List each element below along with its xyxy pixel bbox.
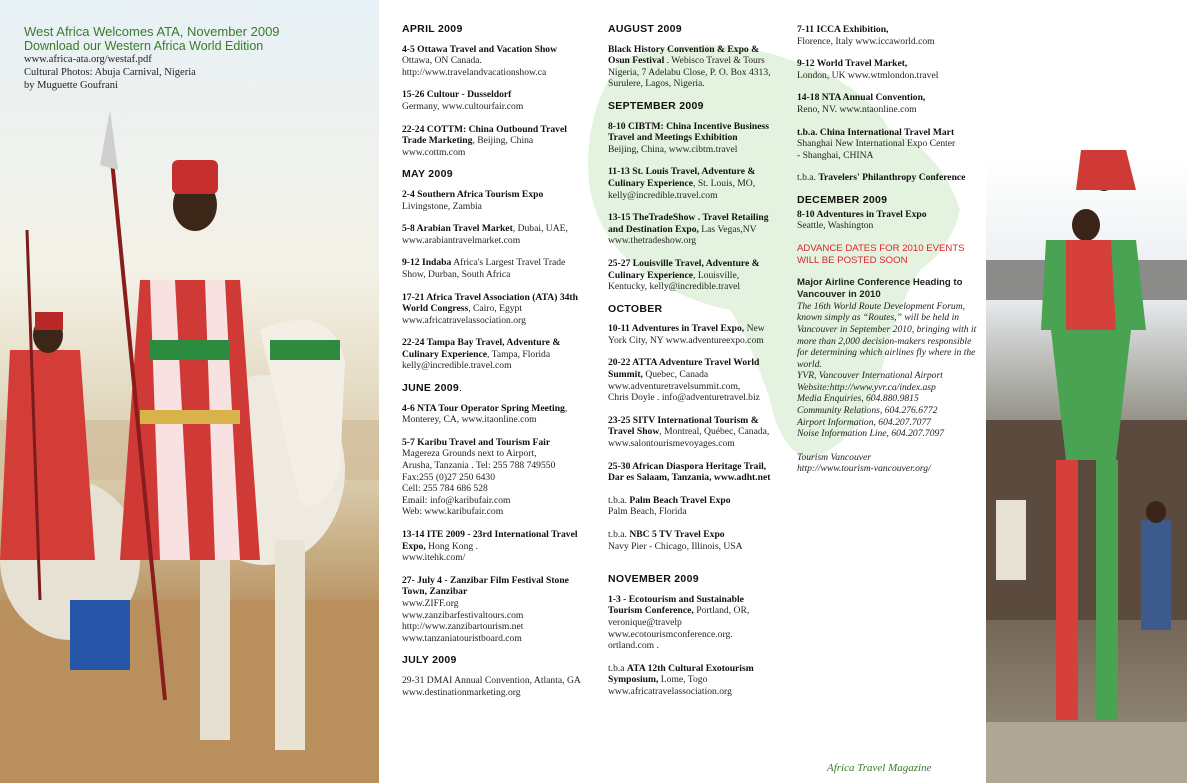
event-item (608, 357, 780, 403)
event-item (797, 172, 977, 184)
event-title: t.b.a. China International Travel Mart (797, 126, 955, 138)
event-link[interactable]: Web: www.karibufair.com (402, 506, 504, 518)
event-title: 2-4 Southern Africa Tourism Expo (402, 188, 544, 200)
event-location: New York City, NY www.adventureexpo.com (608, 323, 765, 346)
event-title: 9-12 Indaba (402, 257, 452, 269)
article-footer-link[interactable]: http://www.tourism-vancouver.org/ (797, 463, 931, 475)
event-item (402, 675, 590, 698)
article-contact: Media Enquiries, 604.880.9815 (797, 393, 919, 405)
event-title: 23-25 SITV International Tourism & Travel Show (608, 414, 759, 438)
event-location: Portland, OR, (693, 605, 750, 617)
event-location: , Louisville, Kentucky, kelly@incredible.travel (608, 269, 741, 293)
right-photo-footer-band (986, 722, 1187, 783)
event-item (608, 121, 780, 156)
event-link[interactable]: www.zanzibarfestivaltours.com (402, 609, 524, 621)
event-item (402, 124, 590, 159)
event-item (608, 258, 780, 293)
calendar-column-3 (797, 24, 977, 475)
event-title: 10-11 Adventures in Travel Expo, (608, 323, 745, 335)
event-link[interactable]: http://www.zanzibartourism.net (402, 621, 524, 633)
month-heading-tail: . (458, 382, 463, 395)
airline-conference-article (797, 277, 977, 475)
event-link[interactable]: www.africatravelassociation.org (402, 314, 526, 326)
event-title: 17-21 Africa Travel Association (ATA) 34th World Congress (402, 291, 578, 315)
event-location: , Dubai, UAE, (512, 223, 568, 235)
event-item (402, 403, 590, 426)
month-heading: SEPTEMBER 2009 (608, 99, 704, 112)
event-item (402, 292, 590, 327)
event-title: 4-6 NTA Tour Operator Spring Meeting (402, 402, 565, 414)
event-title: 20-22 ATTA Adventure Travel World Summit, (608, 357, 760, 381)
event-title: 8-10 CIBTM: China Incentive Business Travel and Meetings Exhibition (608, 120, 769, 144)
event-title: Palm Beach Travel Expo (629, 494, 731, 506)
event-item (797, 92, 977, 115)
month-heading (402, 383, 590, 395)
caption-url[interactable]: www.africa-ata.org/westaf.pdf (24, 54, 152, 65)
advance-dates-notice: ADVANCE DATES FOR 2010 EVENTS WILL BE POSTED SOON (797, 242, 965, 266)
event-tba: t.b.a. (608, 529, 630, 540)
article-body: The 16th World Route Development Forum, known simply as “Routes,” will be held in Vancouver in September 2010, bringing with it more than 2,000 decision-makers responsible for determining which airlines fly where in the world. (797, 300, 977, 370)
event-location: . Webisco Travel & Tours Nigeria, 7 Adelabu Close, P. O. Box 4313, Surulere, Lagos, Nigeria. (608, 55, 771, 90)
event-detail: Livingstone, Zambia (402, 200, 482, 212)
event-email[interactable]: Email: info@karibufair.com (402, 494, 511, 506)
spacer (797, 440, 977, 452)
calendar-column-1 (402, 24, 590, 709)
event-title: 5-7 Karibu Travel and Tourism Fair (402, 436, 551, 448)
event-link[interactable]: www.adventuretravelsummit.com, (608, 380, 741, 392)
event-link[interactable]: www.itehk.com/ (402, 552, 466, 564)
event-detail: Reno, NV. www.ntaonline.com (797, 103, 917, 115)
event-link[interactable]: www.africatravelassociation.org (608, 685, 732, 697)
calendar-column-2 (608, 24, 780, 709)
event-detail: Cell: 255 784 686 528 (402, 483, 488, 495)
event-item (608, 323, 780, 346)
event-item (608, 166, 780, 201)
event-title: 22-24 COTTM: China Outbound Travel Trade Marketing (402, 123, 567, 147)
event-item (402, 337, 590, 372)
event-link[interactable]: www.tanzaniatouristboard.com (402, 632, 522, 644)
event-item (402, 575, 590, 645)
caption-title: West Africa Welcomes ATA, November 2009 (24, 24, 280, 39)
event-item (608, 495, 780, 518)
event-link[interactable]: http://www.travelandvacationshow.ca (402, 66, 547, 78)
event-detail: London, UK www.wtmlondon.travel (797, 69, 939, 81)
event-item (797, 209, 977, 232)
event-title: 25-30 African Diaspora Heritage Trail, Dar es Salaam, Tanzania, www.adht.net (608, 460, 771, 484)
event-link[interactable]: www.thetradeshow.org (608, 235, 697, 247)
article-contact: YVR, Vancouver International Airport (797, 370, 943, 382)
event-detail: Navy Pier - Chicago, Illinois, USA (608, 540, 743, 552)
article-title: Major Airline Conference Heading to Vancouver in 2010 (797, 276, 963, 300)
event-detail: Fax:255 (0)27 250 6430 (402, 471, 496, 483)
event-title: 25-27 Louisville Travel, Adventure & Culinary Experience (608, 257, 760, 281)
event-title: 7-11 ICCA Exhibition, (797, 24, 889, 35)
event-title: Black History Convention & Expo & Osun Festival (608, 43, 760, 67)
event-title: Travelers' Philanthropy Conference (818, 172, 966, 184)
month-heading: JULY 2009 (402, 654, 457, 667)
event-detail: Germany, www.cultourfair.com (402, 100, 524, 112)
event-item (402, 89, 590, 112)
event-link[interactable]: veronique@travelp www.ecotourismconference.org. ortland.com . (608, 616, 733, 652)
event-title: 11-13 St. Louis Travel, Adventure & Culinary Experience (608, 166, 756, 189)
event-email[interactable]: Chris Doyle . info@adventuretravel.biz (608, 392, 760, 404)
event-detail: Beijing, China, www.cibtm.travel (608, 143, 738, 155)
event-item (608, 212, 780, 247)
event-title: 14-18 NTA Annual Convention, (797, 92, 926, 104)
event-link[interactable]: www.salontourismevoyages.com (608, 438, 735, 450)
event-item (402, 529, 590, 564)
event-title: 9-12 World Travel Market, (797, 58, 908, 70)
event-item (608, 461, 780, 484)
article-contact: Community Relations, 604.276.6772 (797, 405, 938, 417)
event-link[interactable]: www.ZIFF.org (402, 597, 459, 609)
event-detail: Arusha, Tanzania . Tel: 255 788 749550 (402, 460, 556, 472)
carnival-horseman-photo (0, 0, 379, 783)
month-heading: OCTOBER (608, 302, 663, 315)
event-location: Las Vegas,NV (698, 223, 757, 235)
article-footer: Tourism Vancouver (797, 451, 871, 463)
event-location: , Montreal, Québec, Canada, (659, 426, 770, 438)
event-location: , Beijing, China (472, 135, 534, 147)
event-link[interactable]: www.cottm.com (402, 146, 466, 158)
event-item (797, 24, 977, 47)
event-tba: t.b.a (608, 662, 627, 674)
event-title: 13-15 TheTradeShow . Travel Retailing and Destination Expo, (608, 212, 769, 235)
stilt-walker-photo (986, 0, 1187, 783)
event-location: , St. Louis, MO, (693, 177, 756, 189)
event-item (608, 415, 780, 450)
event-item (402, 257, 590, 280)
event-item (402, 44, 590, 79)
article-contact: Airport Information, 604.207.7077 (797, 416, 932, 428)
event-tba: t.b.a. (797, 172, 819, 184)
magazine-footer: Africa Travel Magazine (827, 762, 932, 774)
month-heading: AUGUST 2009 (608, 23, 682, 35)
event-title: ATA 12th Cultural Exotourism Symposium, (608, 662, 754, 686)
photo-caption (24, 24, 374, 92)
right-photo (986, 0, 1187, 783)
event-item (797, 127, 977, 162)
event-title: 8-10 Adventures in Travel Expo (797, 208, 927, 220)
event-location: Lome, Togo (658, 674, 708, 686)
event-title: 27- July 4 - Zanzibar Film Festival Stone Town, Zanzibar (402, 574, 569, 598)
event-email[interactable]: kelly@incredible.travel.com (402, 360, 512, 372)
month-heading: DECEMBER 2009 (797, 193, 888, 206)
caption-photo-credit: Cultural Photos: Abuja Carnival, Nigeria (24, 67, 196, 78)
event-location: Africa's Largest Travel Trade Show, Durban, South Africa (402, 257, 566, 280)
caption-subtitle: Download our Western Africa World Edition (24, 39, 264, 53)
event-item (608, 594, 780, 652)
event-link[interactable]: www.arabiantravelmarket.com (402, 234, 521, 246)
event-location: , (564, 402, 568, 414)
event-detail: 29-31 DMAI Annual Convention, Atlanta, GA www.destinationmarketing.org (402, 674, 581, 698)
event-tba: t.b.a. (608, 494, 630, 506)
event-item (608, 663, 780, 698)
month-heading-text: JUNE 2009 (402, 382, 459, 395)
article-contact-link[interactable]: Website:http://www.yvr.ca/index.asp (797, 381, 936, 393)
event-title: 15-26 Cultour - Dusseldorf (402, 89, 512, 101)
event-detail: Florence, Italy www.iccaworld.com (797, 35, 935, 47)
event-title: 1-3 - Ecotourism and Sustainable Tourism Conference, (608, 593, 744, 617)
month-heading: APRIL 2009 (402, 23, 463, 35)
event-detail: Magereza Grounds next to Airport, (402, 448, 537, 460)
event-item (797, 58, 977, 81)
month-heading: MAY 2009 (402, 168, 453, 181)
event-title: 13-14 ITE 2009 - 23rd International Travel Expo, (402, 529, 578, 552)
caption-photographer: by Muguette Goufrani (24, 80, 118, 91)
event-location: Quebec, Canada (642, 369, 709, 381)
article-contact: Noise Information Line, 604.207.7097 (797, 428, 945, 440)
event-location: , Tampa, Florida (487, 348, 551, 360)
event-item (402, 223, 590, 246)
event-location: , Cairo, Egypt (468, 303, 523, 315)
event-item (402, 189, 590, 212)
event-item (402, 437, 590, 518)
event-title: 5-8 Arabian Travel Market (402, 223, 513, 235)
month-heading: NOVEMBER 2009 (608, 573, 699, 586)
event-detail: Shanghai New International Expo Center (797, 138, 956, 150)
event-email[interactable]: kelly@incredible.travel.com (608, 189, 718, 201)
event-location: Hong Kong . (425, 540, 478, 552)
event-detail: Palm Beach, Florida (608, 506, 687, 518)
event-detail: Ottawa, ON Canada. (402, 55, 482, 67)
event-title: 22-24 Tampa Bay Travel, Adventure & Culinary Experience (402, 337, 561, 360)
event-item (608, 44, 780, 90)
event-title: 4-5 Ottawa Travel and Vacation Show (402, 43, 558, 55)
event-detail: Seattle, Washington (797, 220, 874, 232)
left-photo (0, 0, 379, 783)
event-detail: - Shanghai, CHINA (797, 149, 874, 161)
event-title: NBC 5 TV Travel Expo (629, 529, 725, 540)
event-item (608, 529, 780, 552)
event-detail: Monterey, CA, www.itaonline.com (402, 414, 537, 426)
